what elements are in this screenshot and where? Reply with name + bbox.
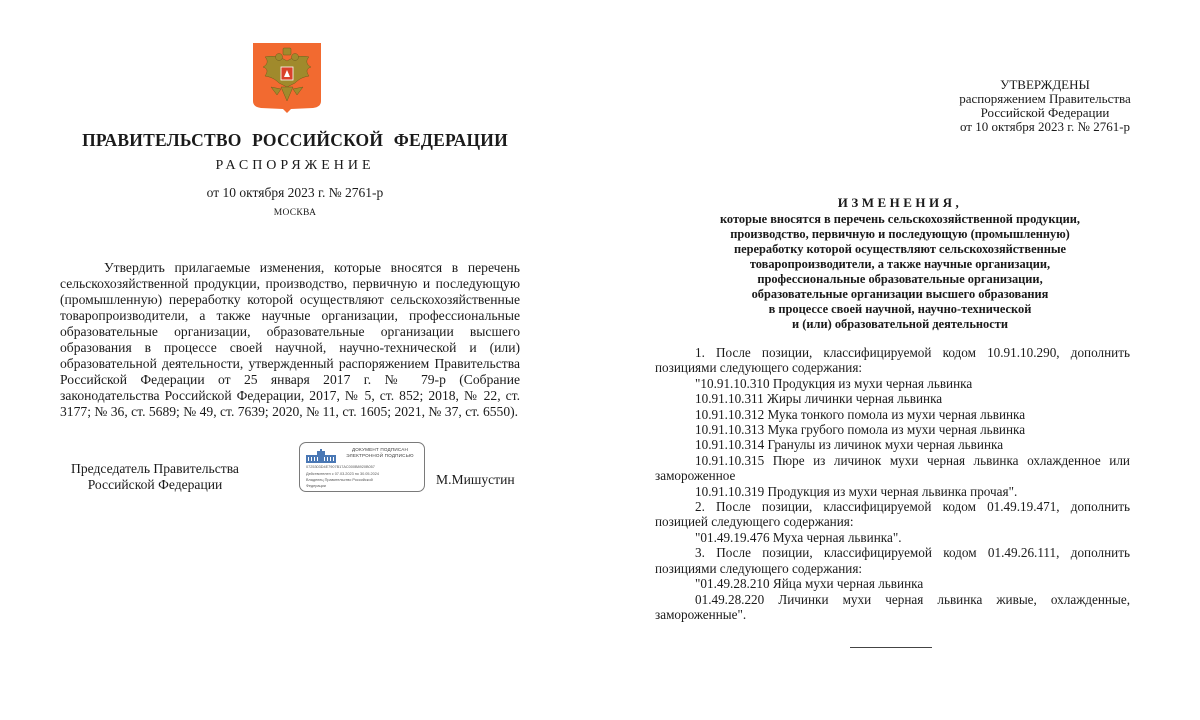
change-item: 3. После позиции, классифицируемой кодом 01.49.26.111, дополнить позициями следующего содержания:	[655, 545, 1130, 576]
code-entry: 10.91.10.319 Продукция из мухи черная львинка прочая".	[695, 483, 1018, 499]
subtitle-line: производство, первичную и последующую (промышленную)	[730, 227, 1070, 241]
stamp-header-line: ДОКУМЕНТ ПОДПИСАН	[351, 447, 409, 452]
signatory-name: М.Мишустин	[436, 472, 515, 487]
subtitle-line: которые вносятся в перечень сельскохозяйственной продукции,	[719, 212, 1081, 226]
stamp-owner: Владелец Правительство Российской	[306, 478, 373, 482]
approval-block	[910, 78, 1180, 134]
stamp-owner: Федерации	[306, 484, 326, 488]
approval-line: распоряжением Правительства	[959, 91, 1131, 106]
subtitle-line: профессиональные образовательные организации,	[757, 272, 1043, 286]
code-entry: "01.49.19.476 Муха черная львинка".	[695, 529, 902, 545]
signatory-position-line: Российской Федерации	[87, 477, 223, 492]
appendix-page	[600, 0, 1200, 720]
stamp-header-line: ЭЛЕКТРОННОЙ ПОДПИСЬЮ	[346, 453, 414, 458]
code-entry: 10.91.10.315 Пюре из личинок мухи черная львинка охлажденное или замороженное	[655, 452, 1130, 484]
code-entry: 10.91.10.312 Мука тонкого помола из мухи черная львинка	[695, 406, 1026, 422]
government-building-icon	[306, 449, 336, 463]
approval-line: от 10 октября 2023 г. № 2761-р	[959, 119, 1131, 134]
code-entry: 10.91.10.313 Мука грубого помола из мухи черная львинка	[695, 422, 1026, 438]
subtitle-line: в процессе своей научной, научно-технической	[768, 302, 1032, 316]
electronic-signature-stamp	[299, 442, 425, 492]
decree-body	[60, 260, 520, 420]
approval-line: УТВЕРЖДЕНЫ	[1000, 77, 1090, 92]
signatory-position-line: Председатель Правительства	[71, 461, 239, 476]
changes-title: ИЗМЕНЕНИЯ,	[837, 195, 963, 210]
code-entry: "01.49.28.210 Яйца мухи черная львинка	[695, 576, 924, 592]
subtitle-line: товаропроизводители, а также научные организации,	[749, 257, 1051, 271]
subtitle-line: переработку которой осуществляют сельскохозяйственные	[733, 242, 1067, 256]
russian-coat-of-arms-icon	[253, 43, 321, 113]
document-city: МОСКВА	[273, 208, 317, 218]
stamp-certificate: 0725303D4E7907B17AC000B8920B057	[306, 465, 375, 469]
stamp-validity: Действителен с 07.03.2023 по 30.05.2024	[306, 472, 379, 476]
end-of-document-divider	[850, 647, 932, 648]
government-title: ПРАВИТЕЛЬСТВО РОССИЙСКОЙ ФЕДЕРАЦИИ	[82, 130, 508, 150]
code-entry: 10.91.10.314 Гранулы из личинок мухи черная львинка	[695, 437, 1004, 453]
signatory-position	[60, 461, 250, 493]
subtitle-line: образовательные организации высшего образования	[751, 287, 1049, 301]
change-item: 1. После позиции, классифицируемой кодом 10.91.10.290, дополнить позициями следующего содержания:	[655, 345, 1130, 376]
decree-body-text: Утвердить прилагаемые изменения, которые вносятся в перечень сельскохозяйственной продукции, производство, первичную и последующую (промышленную) переработку которой осуществляют сельскохозяйственные товаропроизводители, а также научные организации, профессиональные образовательные организации, образовательные организации высшего образования в процессе своей научной, научно-технической и (или) образовательной деятельности, утвержденный распоряжением Правительства Российской Федерации от 25 января 2017 г. № 79-р (Собрание законодательства Российской Федерации, 2017, № 5, ст. 852; 2018, № 22, ст. 3177; № 36, ст. 5689; № 49, ст. 7639; 2020, № 11, ст. 1605; 2021, № 37, ст. 6550).	[60, 260, 520, 419]
approval-line: Российской Федерации	[980, 105, 1110, 120]
changes-subtitle	[660, 212, 1140, 332]
code-entry: "10.91.10.310 Продукция из мухи черная львинка	[695, 375, 973, 391]
document-type: РАСПОРЯЖЕНИЕ	[215, 158, 375, 173]
changes-body	[655, 345, 1130, 622]
document-date-number: от 10 октября 2023 г. № 2761-р	[206, 185, 384, 200]
subtitle-line: и (или) образовательной деятельности	[792, 317, 1008, 331]
change-item: 2. После позиции, классифицируемой кодом 01.49.19.471, дополнить позицией следующего содержания:	[655, 499, 1130, 530]
code-entry: 01.49.28.220 Личинки мухи черная львинка живые, охлажденные, замороженные".	[655, 591, 1130, 622]
stamp-header	[338, 447, 422, 459]
code-entry: 10.91.10.311 Жиры личинки черная львинка	[695, 391, 943, 407]
